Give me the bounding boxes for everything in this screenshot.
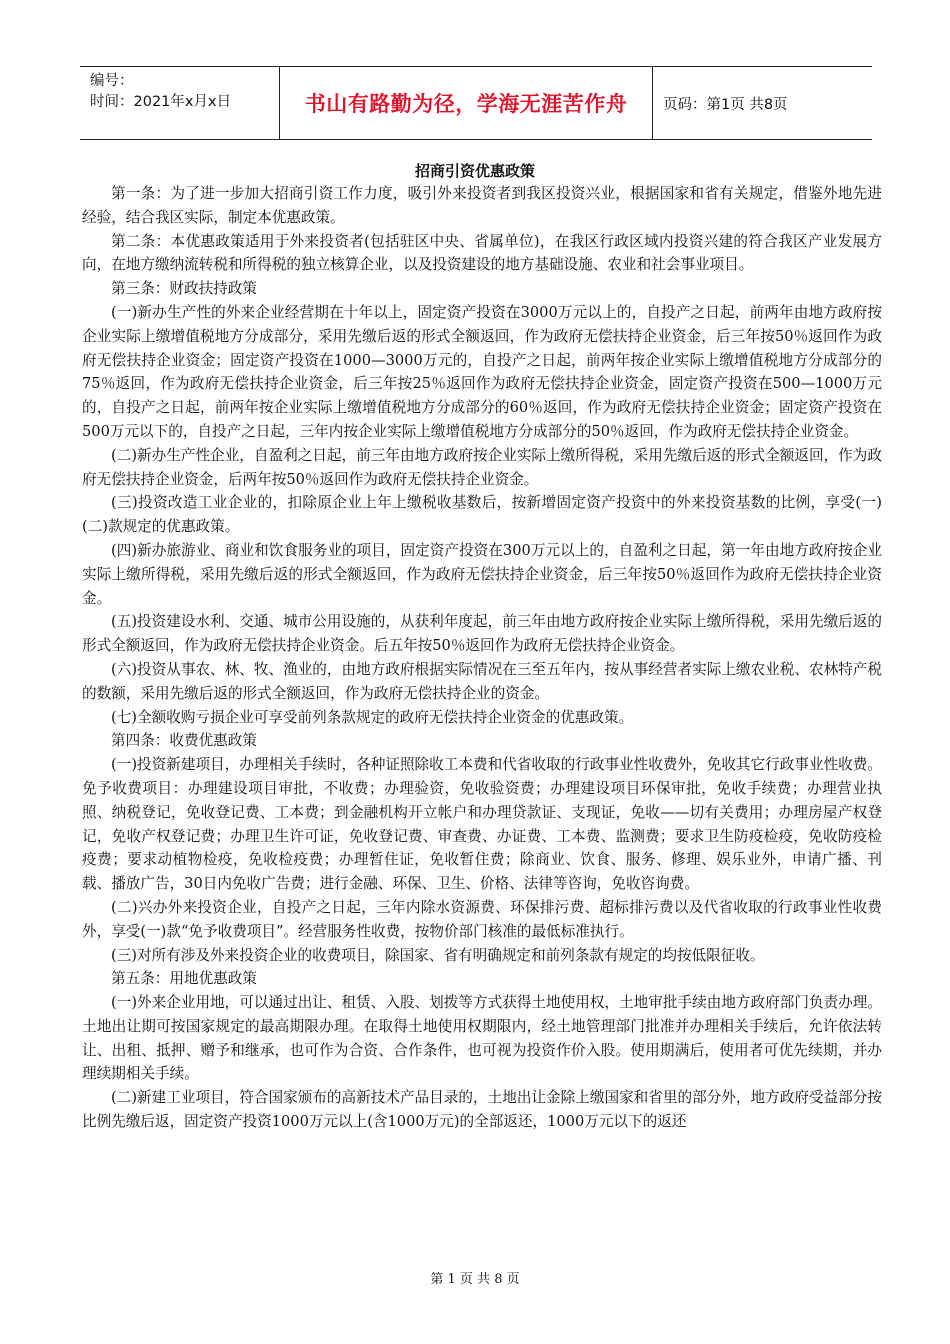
header-meta-cell (80, 67, 280, 139)
document-title: 招商引资优惠政策 (414, 162, 535, 180)
document-time-label: 时间：2021年x月x日 (90, 94, 232, 110)
section-heading: 第四条：收费优惠政策 (111, 732, 257, 750)
header-page-label: 页码：第1页 共8页 (663, 96, 788, 113)
paragraph: 第二条：本优惠政策适用于外来投资者(包括驻区中央、省属单位)，在我区行政区域内投资兴建的符合我区产业发展方向，在地方缴纳流转税和所得税的独立核算企业，以及投资建设的地方基础设施、农业和社会事业项目。 (82, 232, 882, 274)
paragraph: (一)新办生产性的外来企业经营期在十年以上，固定资产投资在3000万元以上的，自投产之日起，前两年由地方政府按企业实际上缴增值税地方分成部分，采用先缴后返的形式全额返回，作为政府无偿扶持企业资金，后三年按50％返回作为政府无偿扶持企业资金；固定资产投资在1000—3000万元的，自投产之日起，前两年按企业实际上缴增值税地方分成部分的75％返回，作为政府无偿扶持企业资金，后三年按25％返回作为政府无偿扶持企业资金，固定资产投资在500—1000万元的，自投产之日起，前两年按企业实际上缴增值税地方分成部分的60％返回，作为政府无偿扶持企业资金；固定资产投资在500万元以下的，自投产之日起，三年内按企业实际上缴增值税地方分成部分的50％返回，作为政府无偿扶持企业资金。 (82, 303, 882, 440)
section-heading: 第五条：用地优惠政策 (111, 970, 257, 988)
section-heading: 第三条：财政扶持政策 (111, 280, 257, 298)
paragraph: (五)投资建设水利、交通、城市公用设施的，从获利年度起，前三年由地方政府按企业实际上缴所得税，采用先缴后返的形式全额返回，作为政府无偿扶持企业资金。后五年按50％返回作为政府无偿扶持企业资金。 (82, 613, 882, 655)
header-table (80, 66, 872, 140)
paragraph: (四)新办旅游业、商业和饮食服务业的项目，固定资产投资在300万元以上的，自盈利之日起，第一年由地方政府按企业实际上缴所得税，采用先缴后返的形式全额返回，作为政府无偿扶持企业资金，后三年按50％返回作为政府无偿扶持企业资金。 (82, 541, 882, 607)
footer-page-label: 第 1 页 共 8 页 (430, 1272, 520, 1287)
paragraph: (二)兴办外来投资企业，自投产之日起，三年内除水资源费、环保排污费、超标排污费以及代省收取的行政事业性收费外，享受(一)款“免予收费项目”。经营服务性收费，按物价部门核准的最低标准执行。 (82, 898, 882, 940)
paragraph: (三)对所有涉及外来投资企业的收费项目，除国家、省有明确规定和前列条款有规定的均按低限征收。 (111, 946, 765, 964)
paragraph: (二)新办生产性企业，自盈利之日起，前三年由地方政府按企业实际上缴所得税，采用先缴后返的形式全额返回，作为政府无偿扶持企业资金，后两年按50％返回作为政府无偿扶持企业资金。 (82, 446, 882, 488)
paragraph: (三)投资改造工业企业的，扣除原企业上年上缴税收基数后，按新增固定资产投资中的外来投资基数的比例，享受(一)(二)款规定的优惠政策。 (82, 494, 882, 536)
paragraph: (一)投资新建项目，办理相关手续时，各种证照除收工本费和代省收取的行政事业性收费外，免收其它行政事业性收费。免予收费项目：办理建设项目审批，不收费；办理验资，免收验资费；办理建设项目环保审批，免收手续费；办理营业执照、纳税登记，免收登记费、工本费；到金融机构开立帐户和办理贷款证、支现证，免收——切有关费用；办理房屋产权登记，免收产权登记费；办理卫生许可证，免收登记费、审查费、办证费、工本费、监测费；要求卫生防疫检疫，免收防疫检疫费；要求动植物检疫，免收检疫费；办理暂住证，免收暂住费；除商业、饮食、服务、修理、娱乐业外，申请广播、刊载、播放广告，30日内免收广告费；进行金融、环保、卫生、价格、法律等咨询，免收咨询费。 (82, 756, 882, 893)
header-motto-cell (280, 67, 653, 139)
header-page-cell (653, 67, 872, 139)
page-footer (0, 1268, 950, 1287)
paragraph: (七)全额收购亏损企业可享受前列条款规定的政府无偿扶持企业资金的优惠政策。 (111, 708, 634, 726)
paragraph: 第一条：为了进一步加大招商引资工作力度，吸引外来投资者到我区投资兴业，根据国家和省有关规定，借鉴外地先进经验，结合我区实际，制定本优惠政策。 (82, 185, 882, 226)
paragraph: (一)外来企业用地，可以通过出让、租赁、入股、划拨等方式获得土地使用权，土地审批手续由地方政府部门负责办理。土地出让期可按国家规定的最高期限办理。在取得土地使用权期限内，经土地管理部门批准并办理相关手续后，允许依法转让、出租、抵押、赠予和继承，也可作为合资、合作条件，也可视为投资作价入股。使用期满后，使用者可优先续期，并办理续期相关手续。 (82, 994, 882, 1083)
header-motto: 书山有路勤为径，学海无涯苦作舟 (304, 92, 628, 116)
document-number-label: 编号： (90, 73, 134, 89)
paragraph: (二)新建工业项目，符合国家颁布的高新技术产品目录的，土地出让金除上缴国家和省里的部分外，地方政府受益部分按比例先缴后返，固定资产投资1000万元以上(含1000万元)的全部返还，1000万元以下的返还 (82, 1089, 882, 1131)
paragraph: (六)投资从事农、林、牧、渔业的，由地方政府根据实际情况在三至五年内，按从事经营者实际上缴农业税、农林特产税的数额，采用先缴后返的形式全额返回，作为政府无偿扶持企业的资金。 (82, 660, 882, 702)
document-body (82, 182, 882, 1134)
